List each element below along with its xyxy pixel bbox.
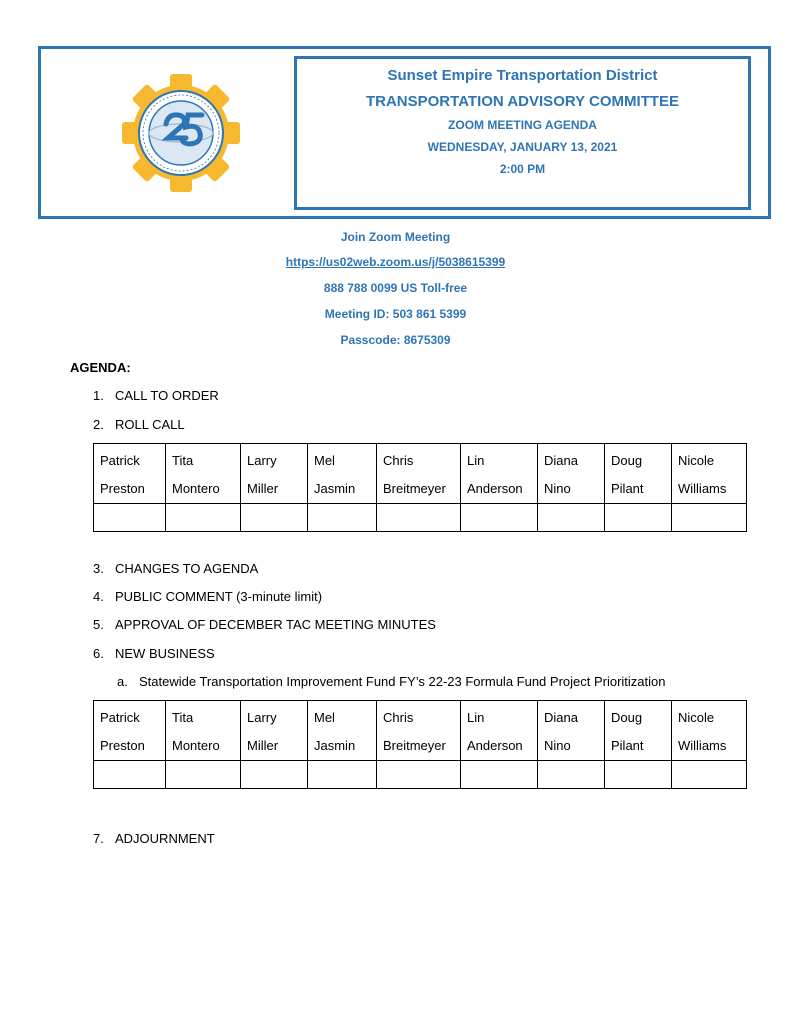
zoom-meeting-link[interactable]: https://us02web.zoom.us/j/5038615399 xyxy=(285,255,506,269)
zoom-passcode: Passcode: 8675309 xyxy=(340,333,451,347)
zoom-phone: 888 788 0099 US Toll-free xyxy=(323,281,468,295)
member-last-name: Pilant xyxy=(611,481,644,496)
member-name-cell xyxy=(94,701,166,761)
member-first-name: Nicole xyxy=(678,710,715,725)
member-response-cell[interactable] xyxy=(166,504,241,532)
member-name-cell xyxy=(241,444,308,504)
member-name-cell xyxy=(672,701,747,761)
member-response-cell[interactable] xyxy=(538,761,605,789)
member-last-name: Nino xyxy=(544,738,571,753)
member-first-name: Tita xyxy=(172,710,194,725)
member-first-name: Mel xyxy=(314,710,335,725)
member-last-name: Miller xyxy=(247,481,279,496)
member-first-name: Lin xyxy=(467,453,485,468)
member-name-cell xyxy=(377,701,461,761)
committee-name: TRANSPORTATION ADVISORY COMMITTEE xyxy=(365,93,680,110)
agenda-item-text: ROLL CALL xyxy=(115,417,185,432)
member-name-cell xyxy=(605,444,672,504)
member-response-cell[interactable] xyxy=(308,761,377,789)
member-last-name: Pilant xyxy=(611,738,644,753)
agenda-item-public-comment xyxy=(93,590,322,603)
member-first-name: Mel xyxy=(314,453,335,468)
meeting-time: 2:00 PM xyxy=(499,162,546,176)
member-last-name: Nino xyxy=(544,481,571,496)
agenda-item-number: 2. xyxy=(93,417,104,432)
gear-icon xyxy=(122,74,240,192)
agenda-item-text: CHANGES TO AGENDA xyxy=(115,561,259,576)
agenda-item-changes xyxy=(93,562,258,575)
member-response-cell[interactable] xyxy=(241,761,308,789)
member-name-cell xyxy=(308,444,377,504)
member-first-name: Patrick xyxy=(100,453,140,468)
agenda-item-number: 1. xyxy=(93,388,104,403)
member-response-cell[interactable] xyxy=(377,761,461,789)
vote-table xyxy=(93,700,747,789)
member-last-name: Montero xyxy=(172,481,220,496)
member-name-cell xyxy=(672,444,747,504)
member-first-name: Diana xyxy=(544,710,578,725)
agenda-item-new-business xyxy=(93,647,215,660)
member-name-cell xyxy=(308,701,377,761)
member-response-cell[interactable] xyxy=(538,504,605,532)
member-last-name: Breitmeyer xyxy=(383,738,446,753)
agenda-item-number: 4. xyxy=(93,589,104,604)
agenda-subitem-text: Statewide Transportation Improvement Fund FY’s 22-23 Formula Fund Project Prioritization xyxy=(139,674,666,689)
zoom-link-line xyxy=(0,256,791,268)
agenda-item-number: 6. xyxy=(93,646,104,661)
member-response-cell[interactable] xyxy=(672,504,747,532)
member-first-name: Doug xyxy=(611,453,643,468)
member-name-cell xyxy=(94,444,166,504)
member-last-name: Montero xyxy=(172,738,220,753)
member-response-cell[interactable] xyxy=(94,504,166,532)
member-name-cell xyxy=(538,444,605,504)
meeting-date: WEDNESDAY, JANUARY 13, 2021 xyxy=(427,140,618,154)
member-last-name: Anderson xyxy=(467,481,523,496)
agenda-item-text: PUBLIC COMMENT (3-minute limit) xyxy=(115,589,323,604)
member-first-name: Larry xyxy=(247,453,277,468)
agenda-item-roll-call xyxy=(93,418,185,431)
meeting-type: ZOOM MEETING AGENDA xyxy=(448,118,597,132)
member-first-name: Tita xyxy=(172,453,194,468)
agenda-item-approval-minutes xyxy=(93,618,436,631)
member-name-cell xyxy=(461,444,538,504)
member-first-name: Larry xyxy=(247,710,277,725)
member-last-name: Williams xyxy=(678,481,727,496)
member-last-name: Preston xyxy=(100,481,145,496)
member-response-cell[interactable] xyxy=(94,761,166,789)
agenda-item-text: CALL TO ORDER xyxy=(115,388,219,403)
agenda-item-number: 3. xyxy=(93,561,104,576)
member-last-name: Jasmin xyxy=(314,481,356,496)
member-first-name: Patrick xyxy=(100,710,140,725)
member-last-name: Preston xyxy=(100,738,145,753)
zoom-meeting-id: Meeting ID: 503 861 5399 xyxy=(324,307,467,321)
member-response-cell[interactable] xyxy=(605,761,672,789)
header-title-box xyxy=(294,56,751,210)
agenda-item-text: ADJOURNMENT xyxy=(115,831,215,846)
agenda-item-number: 7. xyxy=(93,831,104,846)
agenda-subitem-stif xyxy=(117,675,666,688)
member-name-cell xyxy=(377,444,461,504)
member-response-cell[interactable] xyxy=(377,504,461,532)
member-response-cell[interactable] xyxy=(241,504,308,532)
member-name-cell xyxy=(461,701,538,761)
member-response-cell[interactable] xyxy=(605,504,672,532)
member-response-cell[interactable] xyxy=(308,504,377,532)
member-last-name: Jasmin xyxy=(314,738,356,753)
member-response-cell[interactable] xyxy=(672,761,747,789)
member-name-cell xyxy=(538,701,605,761)
setd-25-logo xyxy=(120,72,242,194)
member-last-name: Anderson xyxy=(467,738,523,753)
roll-call-table xyxy=(93,443,747,532)
member-name-cell xyxy=(166,701,241,761)
member-first-name: Doug xyxy=(611,710,643,725)
zoom-join-label: Join Zoom Meeting xyxy=(340,230,451,244)
member-first-name: Chris xyxy=(383,453,414,468)
member-first-name: Diana xyxy=(544,453,578,468)
member-last-name: Williams xyxy=(678,738,727,753)
org-name: Sunset Empire Transportation District xyxy=(387,67,658,84)
member-response-cell[interactable] xyxy=(166,761,241,789)
agenda-item-text: NEW BUSINESS xyxy=(115,646,215,661)
member-first-name: Nicole xyxy=(678,453,715,468)
agenda-item-text: APPROVAL OF DECEMBER TAC MEETING MINUTES xyxy=(115,617,436,632)
agenda-item-adjournment xyxy=(93,832,215,845)
agenda-subitem-letter: a. xyxy=(117,674,128,689)
agenda-heading: AGENDA: xyxy=(70,360,131,375)
member-response-cell[interactable] xyxy=(461,504,538,532)
member-name-cell xyxy=(166,444,241,504)
member-last-name: Miller xyxy=(247,738,279,753)
member-first-name: Chris xyxy=(383,710,414,725)
agenda-item-call-to-order xyxy=(93,389,219,402)
agenda-item-number: 5. xyxy=(93,617,104,632)
member-response-cell[interactable] xyxy=(461,761,538,789)
member-last-name: Breitmeyer xyxy=(383,481,446,496)
member-first-name: Lin xyxy=(467,710,485,725)
member-name-cell xyxy=(241,701,308,761)
member-name-cell xyxy=(605,701,672,761)
